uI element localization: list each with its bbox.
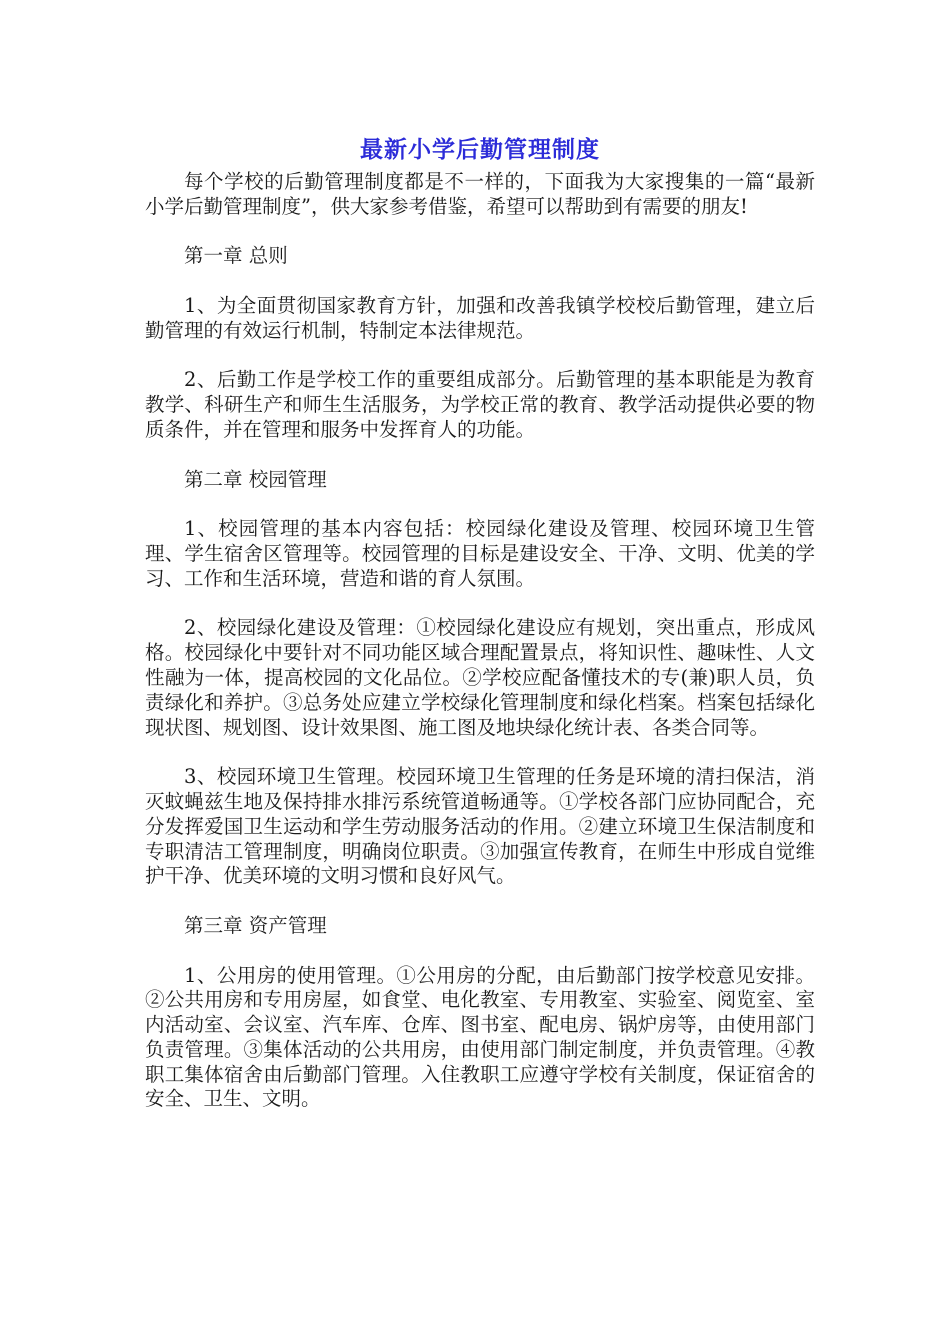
chapter-2-paragraph-1: 1、校园管理的基本内容包括：校园绿化建设及管理、校园环境卫生管理、学生宿舍区管理等。校园管理的目标是建设安全、干净、文明、优美的学习、工作和生活环境，营造和谐的育人氛围。	[145, 517, 815, 590]
chapter-1-paragraph-1: 1、为全面贯彻国家教育方针，加强和改善我镇学校校后勤管理，建立后勤管理的有效运行机制，特制定本法律规范。	[145, 293, 815, 342]
document-title: 最新小学后勤管理制度	[360, 137, 600, 163]
chapter-2-paragraph-2: 2、校园绿化建设及管理：①校园绿化建设应有规划，突出重点，形成风格。校园绿化中要针对不同功能区域合理配置景点，将知识性、趣味性、人文性融为一体，提高校园的文化品位。②学校应配备懂技术的专(兼)职人员，负责绿化和养护。③总务处应建立学校绿化管理制度和绿化档案。档案包括绿化现状图、规划图、设计效果图、施工图及地块绿化统计表、各类合同等。	[145, 616, 815, 739]
chapter-3-paragraph-1: 1、公用房的使用管理。①公用房的分配，由后勤部门按学校意见安排。②公共用房和专用房屋，如食堂、电化教室、专用教室、实验室、阅览室、室内活动室、会议室、汽车库、仓库、图书室、配电房、锅炉房等，由使用部门负责管理。③集体活动的公共用房，由使用部门制定制度，并负责管理。④教职工集体宿舍由后勤部门管理。入住教职工应遵守学校有关制度，保证宿舍的安全、卫生、文明。	[145, 963, 815, 1111]
chapter-1-heading: 第一章 总则	[184, 244, 288, 268]
chapter-1-paragraph-2: 2、后勤工作是学校工作的重要组成部分。后勤管理的基本职能是为教育教学、科研生产和师生生活服务，为学校正常的教育、教学活动提供必要的物质条件，并在管理和服务中发挥育人的功能。	[145, 368, 815, 441]
document-page	[145, 128, 815, 1137]
chapter-2-heading: 第二章 校园管理	[184, 467, 327, 491]
chapter-2-paragraph-3: 3、校园环境卫生管理。校园环境卫生管理的任务是环境的清扫保洁，消灭蚊蝇兹生地及保持排水排污系统管道畅通等。①学校各部门应协同配合，充分发挥爱国卫生运动和学生劳动服务活动的作用。②建立环境卫生保洁制度和专职清洁工管理制度，明确岗位职责。③加强宣传教育，在师生中形成自觉维护干净、优美环境的文明习惯和良好风气。	[145, 765, 815, 888]
intro-paragraph: 每个学校的后勤管理制度都是不一样的，下面我为大家搜集的一篇“最新小学后勤管理制度”，供大家参考借鉴，希望可以帮助到有需要的朋友!	[145, 170, 815, 218]
chapter-3-heading: 第三章 资产管理	[184, 913, 327, 937]
